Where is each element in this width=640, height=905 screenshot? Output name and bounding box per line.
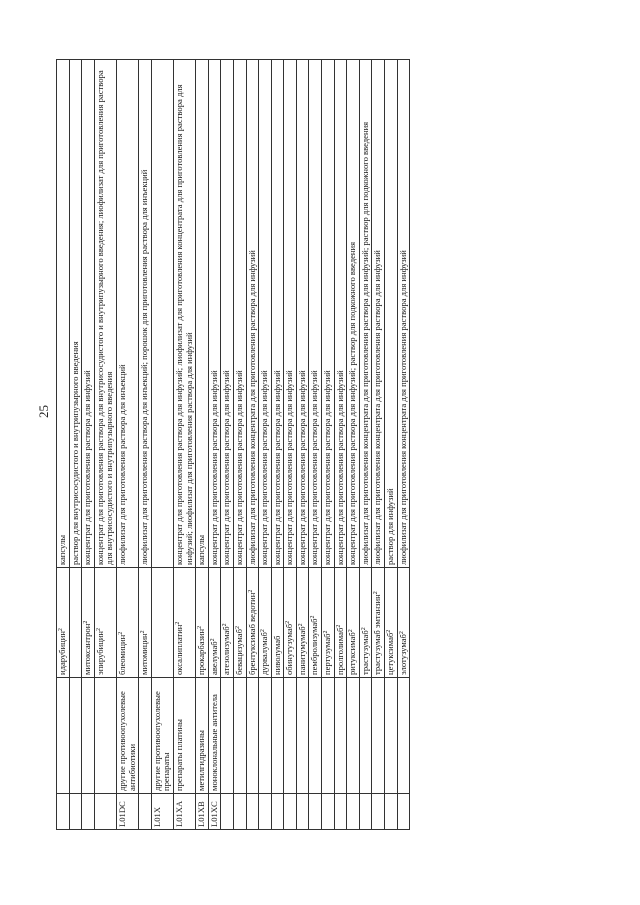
table-row: [173, 60, 195, 830]
drug-name-cell-text: пертузумаб: [322, 633, 333, 675]
dosage-form-cell-text: концентрат для приготовления раствора для инфузий: [296, 370, 307, 565]
group-name-cell: [246, 678, 259, 794]
footnote-marker: 2: [335, 624, 342, 628]
dosage-form-cell: [208, 60, 221, 568]
table-row: [259, 60, 272, 830]
group-name-cell: [284, 678, 297, 794]
footnote-marker: 2: [398, 631, 405, 635]
atc-code-cell-text: L01XA: [173, 800, 184, 827]
atc-code-cell: [347, 794, 360, 830]
dosage-form-cell-text: концентрат для приготовления раствора для инфузий: [309, 370, 320, 565]
group-name-cell: [233, 678, 246, 794]
group-name-cell-text: моноклональные антитела: [208, 694, 219, 791]
dosage-form-cell: [309, 60, 322, 568]
atc-code-cell: [57, 794, 70, 830]
group-name-cell: [259, 678, 272, 794]
dosage-form-cell: [397, 60, 410, 568]
footnote-marker: 2: [222, 623, 229, 627]
atc-code-cell: [259, 794, 272, 830]
table-row: [284, 60, 297, 830]
group-name-cell: [139, 678, 152, 794]
drug-name-cell-text: трастузумаб эмтанзин: [372, 594, 383, 675]
group-name-cell: [57, 678, 70, 794]
dosage-form-cell: [116, 60, 138, 568]
table-row: [151, 60, 173, 830]
footnote-marker: 2: [209, 638, 216, 642]
dosage-form-cell-text: концентрат для приготовления раствора для инфузий: [259, 370, 270, 565]
dosage-form-cell: [221, 60, 234, 568]
drug-name-cell: [296, 568, 309, 678]
drug-name-cell: [69, 568, 82, 678]
drug-name-cell-text: пролголимаб: [334, 627, 345, 675]
atc-code-cell: [284, 794, 297, 830]
drug-name-cell: [116, 568, 138, 678]
footnote-marker: 2: [310, 615, 317, 619]
group-name-cell: [385, 678, 398, 794]
atc-code-cell: [173, 794, 195, 830]
atc-code-cell: [246, 794, 259, 830]
footnote-marker: 2: [117, 631, 124, 635]
dosage-form-cell: [139, 60, 152, 568]
drug-name-cell: [221, 568, 234, 678]
dosage-form-cell-text: концентрат для приготовления раствора для инфузий: [82, 370, 93, 565]
table-row: [347, 60, 360, 830]
drug-name-cell-text: эпирубицин: [94, 630, 105, 675]
drug-name-cell-text: блеомицин: [116, 634, 127, 675]
drug-name-cell-text: идарубицин: [57, 631, 67, 675]
drug-name-cell: [322, 568, 335, 678]
drug-name-cell-text: обинутузумаб: [284, 623, 295, 675]
atc-code-cell: [296, 794, 309, 830]
drug-name-cell: [334, 568, 347, 678]
atc-code-cell: [82, 794, 95, 830]
table-row: [139, 60, 152, 830]
drug-name-cell: [139, 568, 152, 678]
table-row: [69, 60, 82, 830]
drug-name-cell: [82, 568, 95, 678]
drug-name-cell-text: цетуксимаб: [385, 632, 396, 675]
atc-code-cell: [359, 794, 372, 830]
dosage-form-cell: [372, 60, 385, 568]
footnote-marker: 2: [197, 625, 204, 629]
table-row: [359, 60, 372, 830]
group-name-cell: [173, 678, 195, 794]
drug-name-cell-text: митоксантрон: [82, 623, 93, 675]
atc-code-cell: [151, 794, 173, 830]
dosage-form-cell-text: лиофилизат для приготовления концентрата для приготовления раствора для инфузий: [397, 250, 408, 565]
drug-name-cell: [173, 568, 195, 678]
dosage-form-cell: [69, 60, 82, 568]
drug-name-cell-text: дурвалумаб: [259, 632, 270, 675]
footnote-marker: 2: [174, 621, 181, 625]
atc-code-cell-text: L01XB: [196, 801, 207, 827]
footnote-marker: 2: [260, 629, 267, 633]
dosage-form-cell: [57, 60, 70, 568]
dosage-form-cell-text: концентрат для приготовления раствора для внутрисосудистого и внутрипузырного введения; лиофилизат для приготовления раствора для внутрисосудистого и внутрипузырного введения: [94, 70, 115, 565]
table-row: [296, 60, 309, 830]
footnote-marker: 2: [247, 589, 254, 593]
drug-name-cell: [309, 568, 322, 678]
table-row: [385, 60, 398, 830]
dosage-form-cell-text: концентрат для приготовления раствора для инфузий: [334, 370, 345, 565]
table-row: [334, 60, 347, 830]
group-name-cell: [94, 678, 116, 794]
drug-name-cell: [397, 568, 410, 678]
footnote-marker: 2: [140, 630, 147, 634]
group-name-cell: [221, 678, 234, 794]
dosage-form-cell-text: лиофилизат для приготовления концентрата для приготовления раствора для инфузий: [372, 250, 383, 565]
dosage-form-cell: [347, 60, 360, 568]
drug-name-cell: [208, 568, 221, 678]
table-row: [309, 60, 322, 830]
footnote-marker: 2: [373, 591, 380, 595]
footnote-marker: 2: [234, 626, 241, 629]
group-name-cell: [397, 678, 410, 794]
dosage-form-cell-text: лиофилизат для приготовления раствора для инъекций: [116, 364, 127, 565]
table-row: [322, 60, 335, 830]
atc-code-cell: [208, 794, 221, 830]
group-name-cell: [208, 678, 221, 794]
group-name-cell-text: другие противоопухолевые препараты: [151, 691, 172, 791]
footnote-marker: 2: [58, 628, 64, 632]
footnote-marker: 2: [297, 623, 304, 627]
dosage-form-cell: [359, 60, 372, 568]
dosage-form-cell: [151, 60, 173, 568]
dosage-form-cell-text: раствор для внутрисосудистого и внутрипузырного введения: [69, 341, 80, 565]
footnote-marker: 2: [386, 629, 393, 633]
table-row: [372, 60, 385, 830]
dosage-form-cell: [246, 60, 259, 568]
group-name-cell: [116, 678, 138, 794]
dosage-form-cell-text: концентрат для приготовления раствора для инфузий; лиофилизат для приготовления концентрата для приготовления раствора для инфузий; лиофилизат для приготовления раствора для инфузий: [173, 84, 194, 565]
table-row: [57, 60, 70, 830]
dosage-form-cell: [296, 60, 309, 568]
dosage-form-cell: [271, 60, 284, 568]
group-name-cell: [196, 678, 209, 794]
table-row: [94, 60, 116, 830]
drug-name-cell: [385, 568, 398, 678]
drug-table: [56, 59, 410, 830]
dosage-form-cell: [322, 60, 335, 568]
group-name-cell: [347, 678, 360, 794]
table-row: [196, 60, 209, 830]
table-row: [233, 60, 246, 830]
footnote-marker: 2: [83, 620, 90, 624]
dosage-form-cell: [173, 60, 195, 568]
table-row: [116, 60, 138, 830]
atc-code-cell: [69, 794, 82, 830]
atc-code-cell: [271, 794, 284, 830]
dosage-form-cell-text: капсулы: [196, 534, 207, 565]
dosage-form-cell: [196, 60, 209, 568]
group-name-cell-text: другие противоопухолевые антибиотики: [116, 691, 137, 791]
dosage-form-cell: [385, 60, 398, 568]
atc-code-cell: [334, 794, 347, 830]
group-name-cell-text: препараты платины: [173, 719, 184, 791]
drug-name-cell-text: оксалиплатин: [173, 624, 184, 675]
atc-code-cell: [116, 794, 138, 830]
drug-name-cell: [196, 568, 209, 678]
footnote-marker: 2: [285, 620, 292, 624]
atc-code-cell: [385, 794, 398, 830]
dosage-form-cell-text: концентрат для приготовления раствора для инфузий: [284, 370, 295, 565]
drug-name-cell-text: элотузумаб: [397, 634, 408, 675]
table-row: [271, 60, 284, 830]
drug-name-cell-text: брентуксимаб ведотин: [246, 592, 257, 675]
drug-name-cell: [259, 568, 272, 678]
drug-name-cell: [246, 568, 259, 678]
footnote-marker: 2: [348, 629, 355, 633]
drug-name-cell-text: пембролизумаб: [309, 618, 320, 675]
dosage-form-cell-text: концентрат для приготовления раствора для инфузий: [322, 370, 333, 565]
group-name-cell: [69, 678, 82, 794]
dosage-form-cell-text: концентрат для приготовления раствора для инфузий; раствор для подкожного введения: [347, 241, 358, 565]
atc-code-cell: [397, 794, 410, 830]
drug-name-cell-text: панитумумаб: [296, 626, 307, 675]
drug-name-cell: [233, 568, 246, 678]
drug-name-cell: [151, 568, 173, 678]
dosage-form-cell-text: лиофилизат для приготовления концентрата для приготовления раствора для инфузий: [246, 250, 257, 565]
atc-code-cell: [322, 794, 335, 830]
atc-code-cell: [372, 794, 385, 830]
group-name-cell: [151, 678, 173, 794]
drug-name-cell-text: ниволумаб: [271, 635, 282, 675]
atc-code-cell: [233, 794, 246, 830]
group-name-cell: [296, 678, 309, 794]
drug-name-cell: [94, 568, 116, 678]
drug-name-cell: [271, 568, 284, 678]
dosage-form-cell-text: концентрат для приготовления раствора для инфузий: [221, 370, 232, 565]
footnote-marker: 2: [95, 627, 102, 631]
atc-code-cell: [94, 794, 116, 830]
drug-name-cell: [284, 568, 297, 678]
table-row: [208, 60, 221, 830]
atc-code-cell: [196, 794, 209, 830]
drug-name-cell: [347, 568, 360, 678]
drug-name-cell-text: ритуксимаб: [347, 632, 358, 675]
table-row: [82, 60, 95, 830]
drug-name-cell: [372, 568, 385, 678]
table-row: [246, 60, 259, 830]
footnote-marker: 2: [360, 627, 367, 631]
rotated-page-content: [56, 59, 534, 830]
drug-table-body: [57, 60, 410, 830]
drug-name-cell: [57, 568, 70, 678]
dosage-form-cell: [284, 60, 297, 568]
dosage-form-cell: [94, 60, 116, 568]
dosage-form-cell-text: концентрат для приготовления раствора для инфузий: [208, 370, 219, 565]
atc-code-cell-text: L01X: [151, 806, 162, 827]
dosage-form-cell-text: концентрат для приготовления раствора для инфузий: [233, 370, 244, 565]
drug-name-cell-text: митомицин: [139, 633, 150, 675]
dosage-form-cell-text: раствор для инфузий: [385, 488, 396, 565]
dosage-form-cell: [334, 60, 347, 568]
table-row: [221, 60, 234, 830]
group-name-cell: [322, 678, 335, 794]
drug-name-cell-text: авелумаб: [208, 641, 219, 675]
drug-name-cell-text: бевацизумаб: [233, 629, 244, 675]
footnote-marker: 2: [323, 630, 330, 634]
drug-name-cell-text: прокарбазин: [196, 628, 207, 675]
atc-code-cell: [221, 794, 234, 830]
group-name-cell: [271, 678, 284, 794]
group-name-cell: [309, 678, 322, 794]
atc-code-cell-text: L01XC: [208, 801, 219, 827]
atc-code-cell: [309, 794, 322, 830]
drug-name-cell-text: атезолизумаб: [221, 626, 232, 675]
dosage-form-cell-text: лиофилизат для приготовления концентрата для приготовления раствора для инфузий; раствор для подкожного введения: [359, 121, 370, 565]
drug-name-cell: [359, 568, 372, 678]
dosage-form-cell-text: концентрат для приготовления раствора для инфузий: [271, 370, 282, 565]
dosage-form-cell: [259, 60, 272, 568]
group-name-cell: [359, 678, 372, 794]
dosage-form-cell-text: капсулы: [57, 534, 67, 565]
dosage-form-cell: [82, 60, 95, 568]
atc-code-cell-text: L01DC: [116, 801, 127, 827]
atc-code-cell: [139, 794, 152, 830]
dosage-form-cell: [233, 60, 246, 568]
group-name-cell: [82, 678, 95, 794]
page-number: 25: [36, 405, 51, 418]
dosage-form-cell-text: лиофилизат для приготовления раствора для инъекций; порошок для приготовления раствора для инъекций: [139, 169, 150, 565]
group-name-cell: [334, 678, 347, 794]
group-name-cell-text: метилгидразины: [196, 730, 207, 791]
drug-name-cell-text: трастузумаб: [359, 630, 370, 675]
table-row: [397, 60, 410, 830]
group-name-cell: [372, 678, 385, 794]
